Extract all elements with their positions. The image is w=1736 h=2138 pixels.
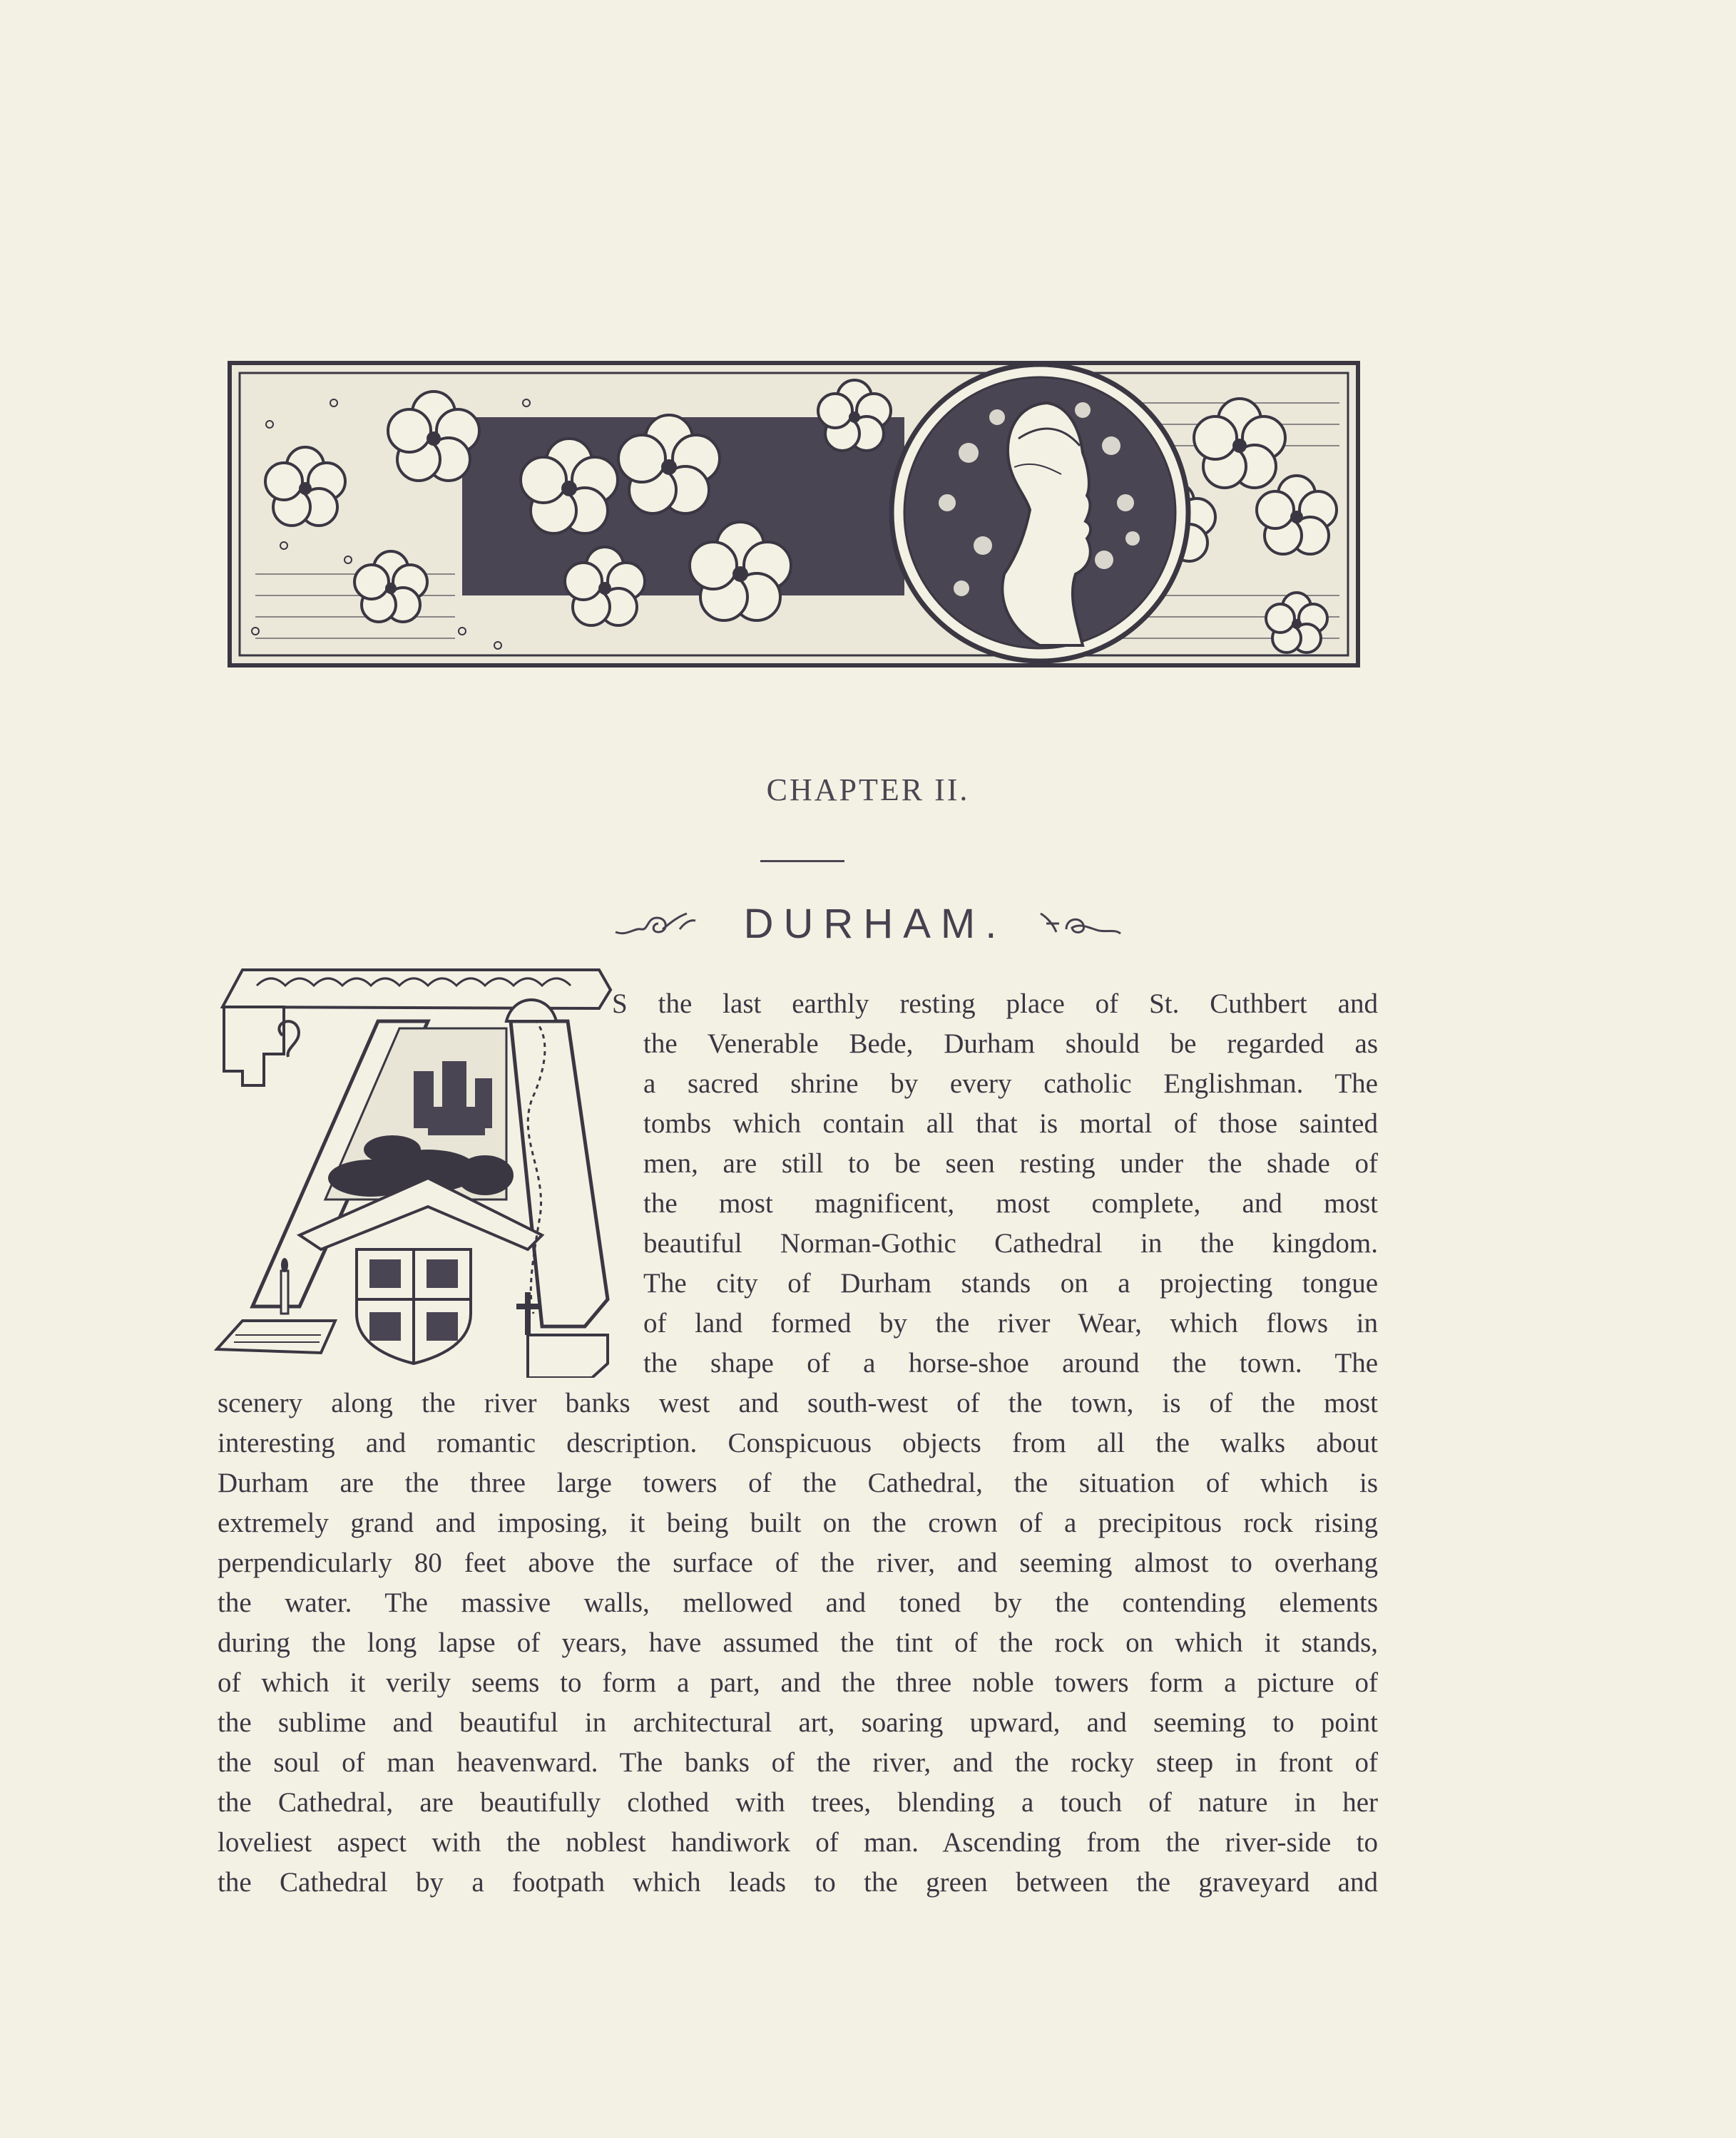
text-line: Durham are the three large towers of the Cathedral, the situation of which is bbox=[218, 1468, 1378, 1498]
text-line: the soul of man heavenward. The banks of the river, and the rocky steep in front of bbox=[218, 1747, 1378, 1778]
text-line: during the long lapse of years, have assumed the tint of the rock on which it stands, bbox=[218, 1627, 1378, 1658]
text-line: men, are still to be seen resting under the shade of bbox=[643, 1148, 1378, 1179]
text-line: of which it verily seems to form a part, and the three noble towers form a picture of bbox=[218, 1667, 1378, 1698]
text-line: the shape of a horse-shoe around the town. The bbox=[643, 1348, 1378, 1379]
text-line: the Venerable Bede, Durham should be regarded as bbox=[643, 1028, 1378, 1059]
text-line: beautiful Norman-Gothic Cathedral in the kingdom. bbox=[643, 1228, 1378, 1259]
text-line: perpendicularly 80 feet above the surface of the river, and seeming almost to overhang bbox=[218, 1548, 1378, 1578]
text-line: scenery along the river banks west and south-west of the town, is of the most bbox=[218, 1388, 1378, 1418]
text-line: the sublime and beautiful in architectural art, soaring upward, and seeming to point bbox=[218, 1707, 1378, 1738]
text-line: tombs which contain all that is mortal of those sainted bbox=[643, 1108, 1378, 1139]
chapter-label: CHAPTER II. bbox=[766, 772, 970, 807]
text-line: of land formed by the river Wear, which flows in bbox=[643, 1308, 1378, 1339]
chapter-title: DURHAM. bbox=[743, 901, 1007, 947]
text-line: the Cathedral, are beautifully clothed with trees, blending a touch of nature in her bbox=[218, 1787, 1378, 1818]
text-line: S the last earthly resting place of St. Cuthbert and bbox=[612, 988, 1378, 1019]
text-line: a sacred shrine by every catholic Englishman. The bbox=[643, 1068, 1378, 1099]
text-line: the Cathedral by a footpath which leads to the green between the graveyard and bbox=[218, 1867, 1378, 1898]
text-line: The city of Durham stands on a projecting tongue bbox=[643, 1268, 1378, 1299]
text-line: interesting and romantic description. Conspicuous objects from all the walks about bbox=[218, 1428, 1378, 1458]
text-line: extremely grand and imposing, it being built on the crown of a precipitous rock rising bbox=[218, 1508, 1378, 1538]
text-line: the water. The massive walls, mellowed and toned by the contending elements bbox=[218, 1587, 1378, 1618]
text-line: the most magnificent, most complete, and most bbox=[643, 1188, 1378, 1219]
text-line: loveliest aspect with the noblest handiwork of man. Ascending from the river-side to bbox=[218, 1827, 1378, 1858]
